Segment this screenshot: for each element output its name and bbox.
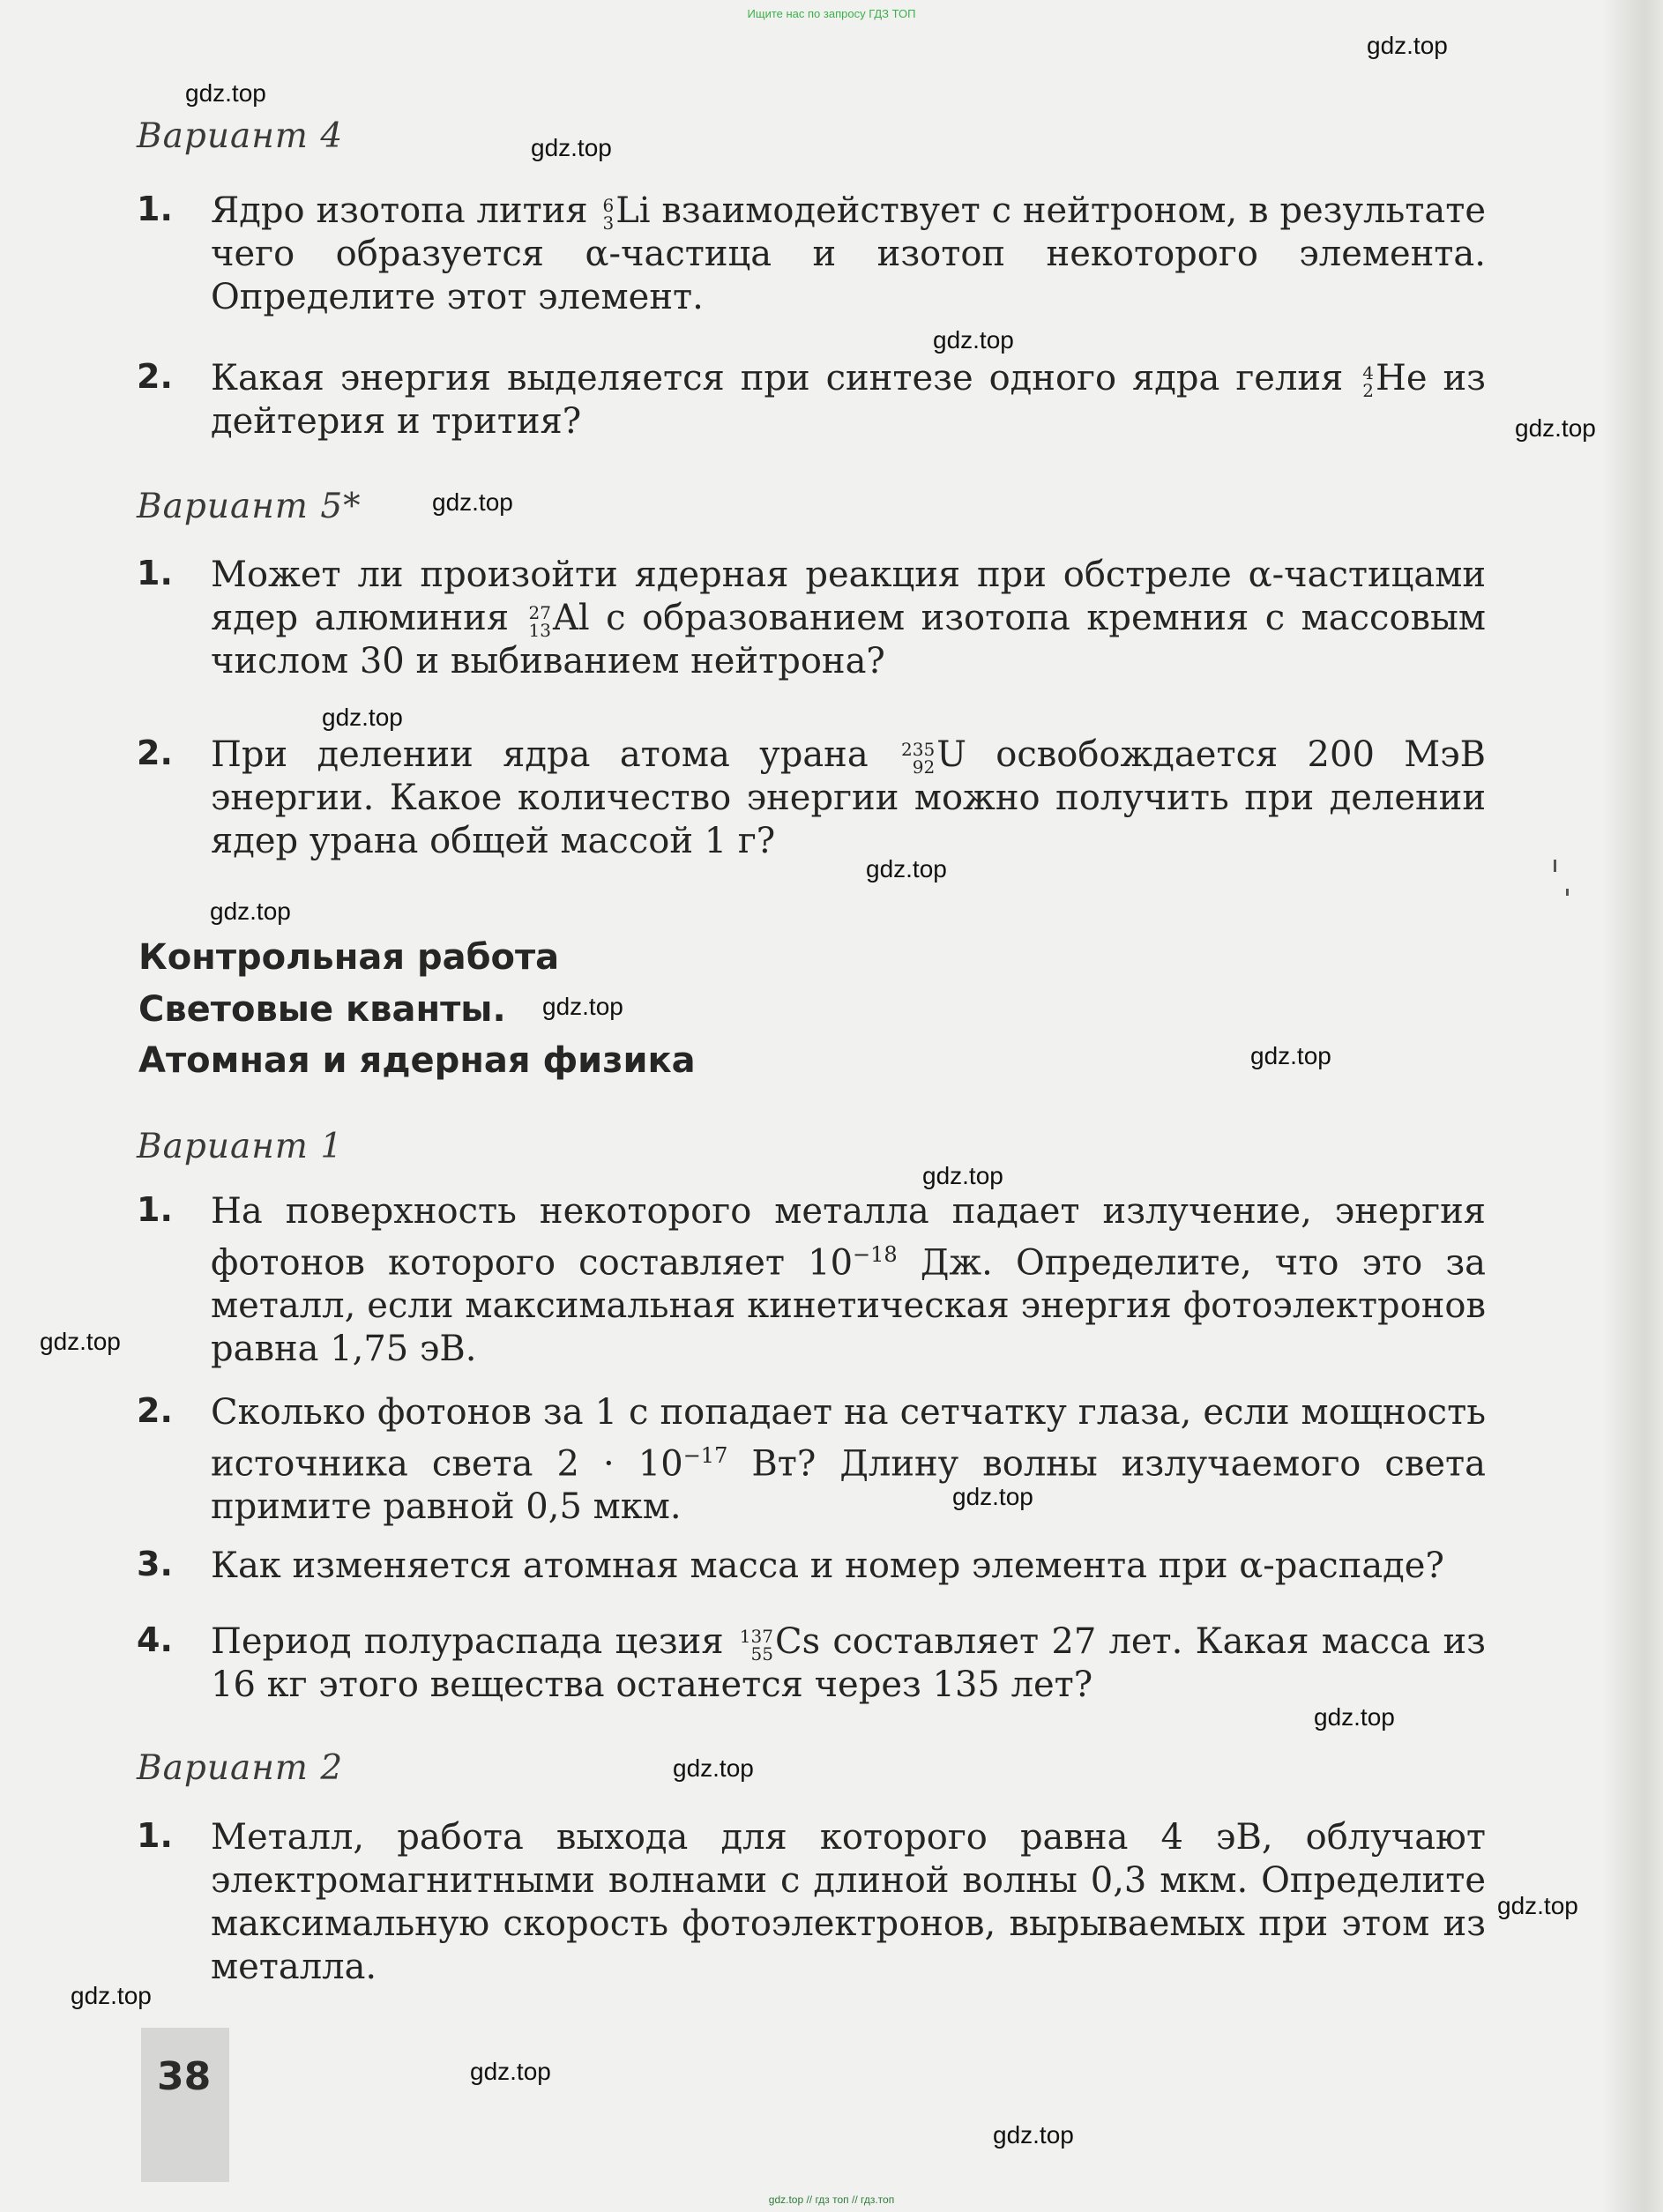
problem-v5-2 (137, 734, 1486, 863)
watermark: gdz.top (71, 1982, 152, 2009)
scan-speck (1554, 860, 1556, 872)
watermark: gdz.top (1314, 1703, 1395, 1731)
isotope-notation: 27 13 (528, 602, 551, 641)
watermark: gdz.top (922, 1162, 1003, 1189)
watermark: gdz.top (470, 2058, 551, 2085)
isotope-notation: 137 55 (739, 1626, 773, 1665)
watermark: gdz.top (1367, 32, 1448, 59)
watermark: gdz.top (40, 1328, 121, 1355)
problem-text: Как изменяется атомная масса и номер элемента при α-распаде? (211, 1545, 1444, 1586)
problem-text: Сколько фотонов за 1 с попадает на сетчатку глаза, если мощность источника света $2 \cdot 10^{-17}$ Вт? Длину волны излучаемого света примите равной 0,5 мкм. (211, 1392, 1486, 1528)
problem-v1-2 (137, 1391, 1486, 1529)
watermark: gdz.top (432, 488, 513, 516)
problem-number: 1. (137, 1816, 173, 1855)
problem-number: 2. (137, 734, 173, 772)
control-work-heading: Контрольная работа (138, 937, 560, 978)
isotope-notation: 6 3 (602, 195, 615, 234)
watermark: gdz.top (933, 326, 1014, 354)
problem-text: Может ли произойти ядерная реакция при обстреле α-частицами ядер алюминия 27 13 Al с образованием изотопа кремния с массовым числом 30 и выбиванием нейтрона? (211, 555, 1486, 681)
watermark: gdz.top (210, 897, 291, 925)
watermark: gdz.top (322, 704, 403, 731)
problem-v2-1 (137, 1816, 1486, 1989)
problem-number: 1. (137, 554, 173, 592)
control-work-topic-1: Световые кванты. (138, 989, 506, 1030)
isotope-notation: 4 2 (1362, 362, 1374, 401)
watermark: gdz.top (952, 1483, 1033, 1510)
problem-text: Металл, работа выхода для которого равна 4 эВ, облучают электромагнитными волнами с длиной волны 0,3 мкм. Определите максимальную скорость фотоэлектронов, вырываемых при этом из металла. (211, 1817, 1486, 1987)
watermark: gdz.top (185, 79, 266, 107)
problem-number: 3. (137, 1545, 173, 1583)
watermark: gdz.top (993, 2121, 1074, 2149)
control-work-topic-2: Атомная и ядерная физика (138, 1040, 696, 1081)
problem-v1-3 (137, 1545, 1486, 1588)
variant-5-title: Вариант 5* (137, 487, 362, 526)
problem-v4-1 (137, 190, 1486, 319)
watermark: gdz.top (866, 855, 947, 883)
watermark: gdz.top (673, 1754, 754, 1782)
isotope-notation: 235 92 (901, 739, 936, 778)
watermark: gdz.top (531, 134, 612, 161)
footer-note: gdz.top // гдз топ // гдз.топ (768, 2193, 895, 2206)
problem-text: Какая энергия выделяется при синтезе одного ядра гелия 4 2 He из дейтерия и трития? (211, 358, 1486, 442)
problem-text: Период полураспада цезия 137 55 Cs составляет 27 лет. Какая масса из 16 кг этого вещества останется через 135 лет? (211, 1621, 1487, 1705)
page-number-tab (141, 2028, 229, 2182)
variant-4-title: Вариант 4 (137, 116, 344, 156)
problem-number: 2. (137, 1391, 173, 1430)
problem-number: 2. (137, 357, 173, 396)
problem-number: 1. (137, 190, 173, 228)
page-number: 38 (157, 2054, 212, 2099)
header-note: Ищите нас по запросу ГДЗ ТОП (747, 7, 916, 20)
problem-text: На поверхность некоторого металла падает излучение, энергия фотонов которого составляет $10^{-18}$ Дж. Определите, что это за металл, если максимальная кинетическая энергия фотоэлектронов равна 1,75 эВ. (211, 1191, 1486, 1370)
problem-text: Ядро изотопа лития 6 3 Li взаимодействует с нейтроном, в результате чего образуется α-частица и изотоп некоторого элемента. Определите этот элемент. (211, 190, 1486, 317)
watermark: gdz.top (1497, 1892, 1578, 1919)
problem-v1-4 (137, 1620, 1486, 1707)
watermark: gdz.top (1515, 414, 1596, 442)
variant-2-title: Вариант 2 (137, 1748, 344, 1788)
watermark: gdz.top (542, 993, 623, 1020)
watermark: gdz.top (1250, 1042, 1331, 1069)
problem-v1-1 (137, 1190, 1486, 1371)
scan-speck (1566, 889, 1569, 896)
problem-number: 1. (137, 1190, 173, 1229)
page-edge-shadow (1601, 0, 1663, 2212)
problem-text: При делении ядра атома урана 235 92 U освобождается 200 МэВ энергии. Какое количество энергии можно получить при делении ядер урана общей массой 1 г? (211, 734, 1486, 861)
variant-1-title: Вариант 1 (137, 1127, 344, 1166)
problem-v5-1 (137, 554, 1486, 683)
problem-v4-2 (137, 357, 1486, 443)
problem-number: 4. (137, 1620, 173, 1659)
